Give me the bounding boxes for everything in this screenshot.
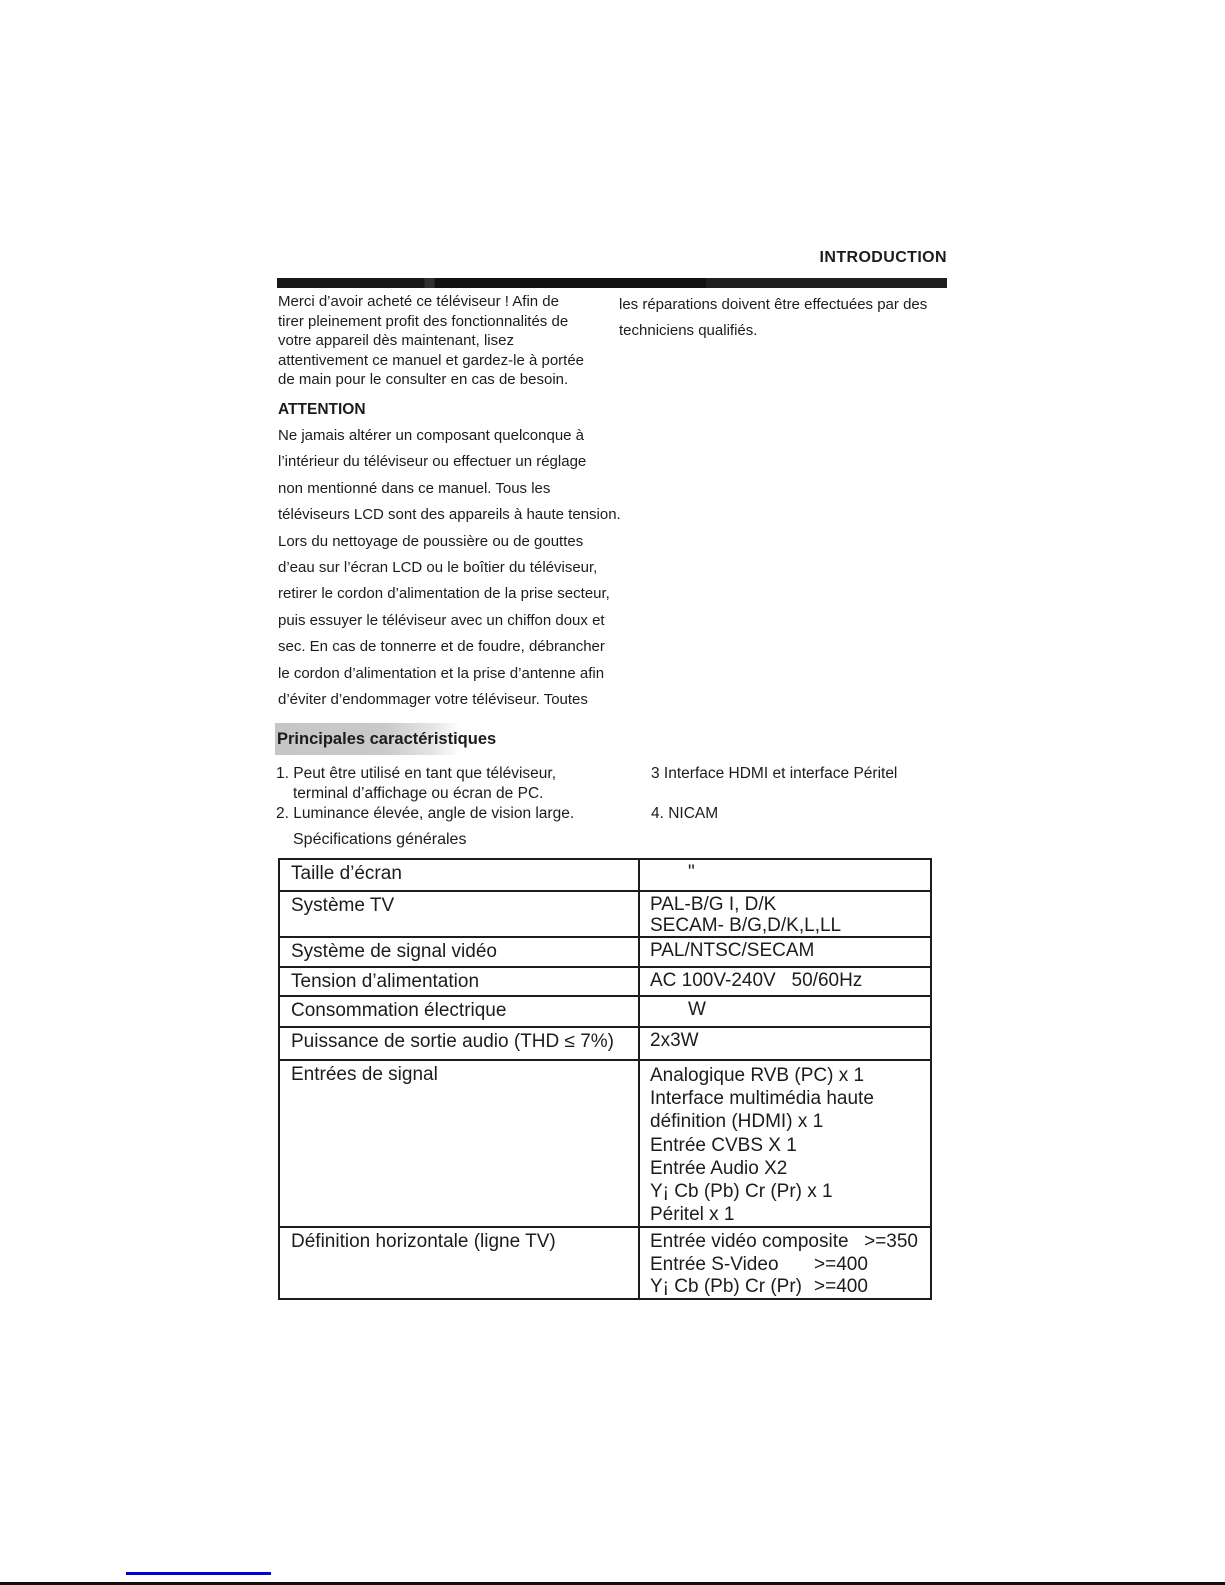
attention-line: l’intérieur du téléviseur ou effectuer un réglage — [278, 453, 587, 471]
attention-line: d’éviter d’endommager votre téléviseur. Toutes — [278, 691, 588, 709]
spec-value-line: Analogique RVB (PC) x 1 — [650, 1065, 865, 1086]
spec-value-line: SECAM- B/G,D/K,L,LL — [650, 914, 842, 936]
spec-value-cell — [639, 891, 931, 937]
feature-item: 1. Peut être utilisé en tant que téléviseur, — [276, 765, 557, 782]
spec-value-line: 2x3W — [650, 1030, 699, 1051]
spec-value-line: PAL-B/G I, D/K — [650, 894, 777, 915]
features-list-right — [651, 764, 897, 824]
spec-pair-value: >=400 — [814, 1253, 868, 1275]
spec-value-line: " — [688, 862, 695, 883]
intro-line: tirer pleinement profit des fonctionnalités de — [278, 312, 569, 330]
spec-label-cell: Système de signal vidéo — [279, 937, 639, 967]
spec-value-line: Entrée CVBS X 1 — [650, 1134, 797, 1156]
spec-pair-line — [650, 1254, 922, 1276]
intro-column-left — [278, 292, 584, 390]
spec-value-line: Interface multimédia haute — [650, 1088, 874, 1110]
table-row — [279, 967, 931, 996]
spec-value-cell — [639, 1227, 931, 1299]
attention-line: non mentionné dans ce manuel. Tous les — [278, 479, 551, 497]
spec-pair-label: Entrée vidéo composite — [650, 1231, 849, 1253]
table-row — [279, 996, 931, 1027]
attention-heading: ATTENTION — [278, 401, 366, 418]
spec-label-cell: Tension d’alimentation — [279, 967, 639, 996]
attention-line: retirer le cordon d’alimentation de la prise secteur, — [278, 585, 610, 603]
attention-line: Lors du nettoyage de poussière ou de gouttes — [278, 532, 584, 550]
attention-line: téléviseurs LCD sont des appareils à haute tension. — [278, 506, 621, 524]
spec-value-cell — [639, 937, 931, 967]
features-highlight — [275, 723, 497, 755]
table-row — [279, 891, 931, 937]
spec-label-cell: Taille d’écran — [279, 859, 639, 891]
footer-blue-underline — [126, 1572, 271, 1575]
spec-value-cell — [639, 996, 931, 1027]
spec-value-line: Y¡ Cb (Pb) Cr (Pr) x 1 — [650, 1181, 833, 1203]
intro-line: de main pour le consulter en cas de besoin. — [278, 371, 569, 389]
spec-value-line: Entrée Audio X2 — [650, 1157, 788, 1179]
spec-value-line: PAL/NTSC/SECAM — [650, 940, 815, 961]
page-title: INTRODUCTION — [819, 249, 947, 266]
spec-pair-value: >=400 — [814, 1275, 868, 1297]
feature-item: 2. Luminance élevée, angle de vision large. — [276, 805, 575, 822]
feature-item: terminal d’affichage ou écran de PC. — [293, 785, 544, 802]
intro-line: techniciens qualifiés. — [619, 322, 758, 339]
intro-line: attentivement ce manuel et gardez-le à portée — [278, 351, 585, 369]
intro-line: Merci d’avoir acheté ce téléviseur ! Afin de — [278, 293, 559, 310]
spec-value-cell — [639, 1060, 931, 1227]
feature-item: 3 Interface HDMI et interface Péritel — [651, 765, 898, 782]
attention-line: Ne jamais altérer un composant quelconque à — [278, 427, 585, 444]
specs-table-body — [279, 859, 931, 1299]
spec-value-line: W — [688, 999, 706, 1020]
spec-pair-label: Entrée S-Video — [650, 1253, 779, 1275]
feature-item: 4. NICAM — [651, 805, 719, 822]
spec-label-cell: Entrées de signal — [279, 1060, 639, 1227]
table-row — [279, 1060, 931, 1227]
spec-value-line: Péritel x 1 — [650, 1204, 735, 1226]
specs-caption: Spécifications générales — [293, 831, 467, 848]
specs-table — [278, 858, 932, 1300]
spec-value-cell — [639, 859, 931, 891]
table-row — [279, 859, 931, 891]
title-rule — [277, 278, 947, 288]
spec-pair-line — [650, 1276, 922, 1298]
spec-label-cell: Consommation électrique — [279, 996, 639, 1027]
attention-line: sec. En cas de tonnerre et de foudre, débrancher — [278, 638, 605, 656]
spec-label-cell: Puissance de sortie audio (THD ≤ 7%) — [279, 1027, 639, 1060]
table-row — [279, 937, 931, 967]
intro-column-right — [619, 292, 927, 344]
attention-line: le cordon d’alimentation et la prise d’antenne afin — [278, 664, 605, 682]
intro-line: votre appareil dès maintenant, lisez — [278, 332, 514, 350]
spec-value-line: définition (HDMI) x 1 — [650, 1111, 824, 1133]
table-row — [279, 1027, 931, 1060]
spec-value-line: AC 100V-240V 50/60Hz — [650, 970, 863, 991]
attention-line: puis essuyer le téléviseur avec un chiffon doux et — [278, 611, 605, 629]
attention-paragraph — [278, 423, 621, 713]
attention-line: d’eau sur l’écran LCD ou le boîtier du téléviseur, — [278, 559, 598, 577]
intro-line: les réparations doivent être effectuées par des — [619, 296, 928, 313]
spec-value-cell — [639, 967, 931, 996]
spec-pair-line — [650, 1231, 922, 1253]
spec-pair-label: Y¡ Cb (Pb) Cr (Pr) — [650, 1275, 802, 1297]
spec-label-cell: Système TV — [279, 891, 639, 937]
features-heading: Principales caractéristiques — [277, 730, 497, 748]
table-row — [279, 1227, 931, 1299]
features-list-left — [276, 764, 574, 824]
spec-label-cell: Définition horizontale (ligne TV) — [279, 1227, 639, 1299]
spec-pair-value: >=350 — [864, 1231, 918, 1253]
spec-value-cell — [639, 1027, 931, 1060]
